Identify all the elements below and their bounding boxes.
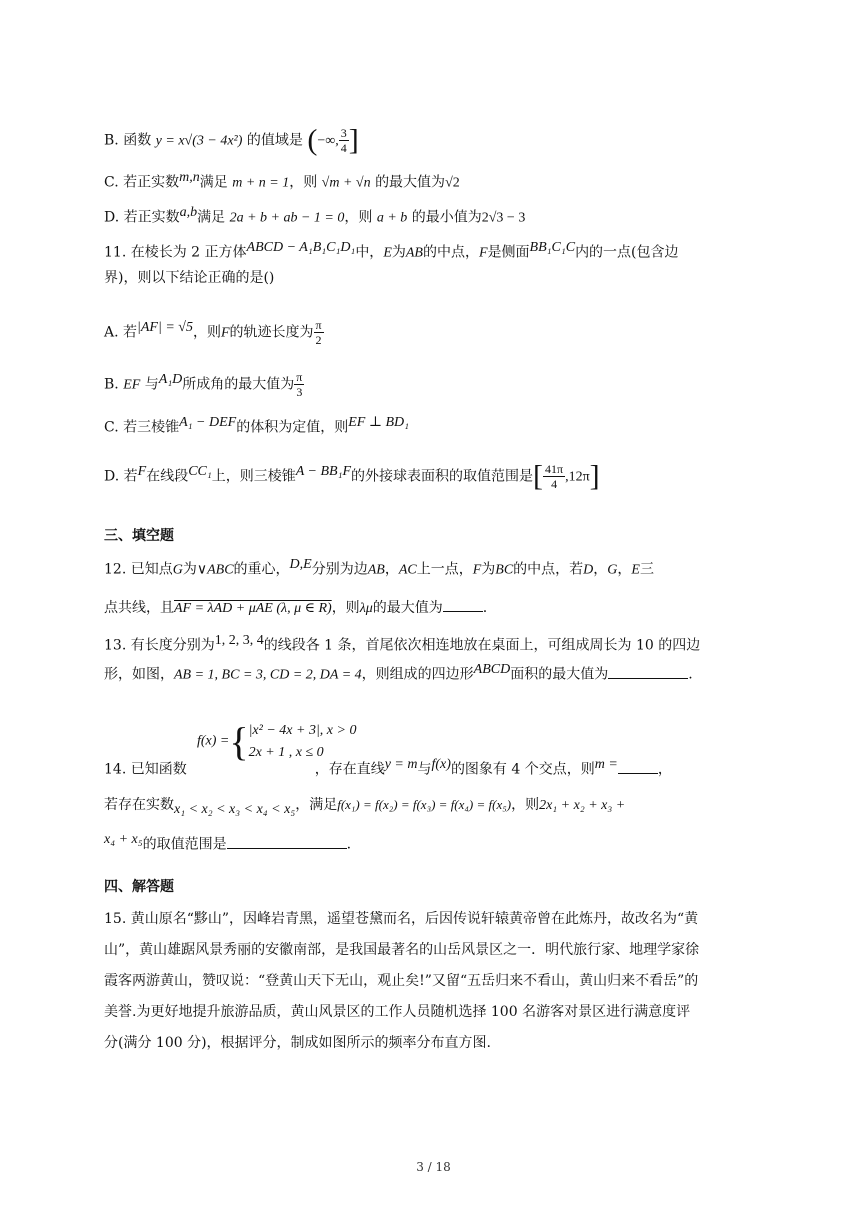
- q11-edge-ab: AB: [405, 245, 423, 261]
- q12-edge-ab: AB: [367, 562, 385, 578]
- q15-line1: 15. 黄山原名“黟山”，因峰岩青黑，遥望苍黛而名，后因传说轩辕黄帝曾在此炼丹，故改名为“黄: [104, 911, 699, 927]
- q10-option-c: [104, 168, 460, 194]
- q13-l2-text-b: ，则组成的四边形: [361, 666, 474, 683]
- q14-sum-part1: 2x₁ + x₂ + x₃ +: [539, 798, 626, 813]
- q14-l2-text-b: ，满足: [295, 797, 338, 813]
- q11-text-d: 的中点，: [422, 244, 479, 261]
- q15-line5: 分(满分 100 分)，根据评分，制成如图所示的频率分布直方图.: [104, 1035, 491, 1051]
- q10-c-value: √2: [445, 175, 460, 191]
- q13-lengths: 1, 2, 3, 4: [214, 633, 264, 648]
- q11-stem-line2: [104, 268, 274, 288]
- q15-line4: 美誉.为更好地提升旅游品质，黄山风景区的工作人员随机选择 100 名游客对景区进行满意度评: [104, 1004, 691, 1020]
- q11-text-c: 为: [391, 244, 406, 261]
- q14-text-c: 与: [417, 761, 432, 778]
- q10-b-label: B. 函数: [104, 132, 152, 149]
- q14-text-b: ，存在直线: [314, 761, 385, 778]
- q14-line3: [104, 830, 351, 855]
- q11-a-fraction: [314, 318, 324, 347]
- q10-d-text1: 满足: [197, 209, 226, 226]
- q10-c-label: C. 若正实数: [104, 174, 180, 191]
- q14-line-eq: y = m: [384, 757, 418, 772]
- q14-piece-2: 2x + 1 , x ≤ 0: [248, 744, 324, 760]
- q11-b-label: B.: [104, 376, 119, 393]
- q12-point-f: F: [472, 562, 482, 578]
- q11-a-numerator: π: [315, 318, 322, 333]
- q12-text-a: 12. 已知点: [104, 561, 173, 578]
- q11-b-numerator: π: [296, 370, 303, 385]
- q10-b-bracket-right: ]: [348, 123, 359, 157]
- q11-a-label: A. 若: [104, 324, 138, 341]
- q10-c-condition: m + n = 1: [232, 175, 290, 191]
- q11-a-text1: ，则: [192, 324, 221, 341]
- q10-d-expression: a + b: [376, 210, 408, 226]
- q14-m-answer-blank[interactable]: [618, 759, 658, 774]
- q12-l2-text-b: ，则: [331, 600, 360, 616]
- q11-b-text2: 所成角的最大值为: [182, 376, 295, 393]
- q15-line2: 山”，黄山雄踞风景秀丽的安徽南部，是我国最著名的山岳风景区之一．明代旅行家、地理学家徐: [104, 942, 700, 958]
- q11-text-a: 11. 在棱长为 2 正方体: [104, 244, 247, 261]
- q13-l2-end: .: [688, 666, 693, 683]
- q14-line1: [104, 755, 672, 780]
- q11-d-tetrahedron: A − BB₁F: [295, 464, 352, 479]
- q10-d-value: 2√3 − 3: [481, 210, 526, 226]
- q10-b-text: 的值域是: [246, 132, 303, 149]
- section-4-heading: 四、解答题: [104, 879, 174, 895]
- q12-text-e: ，: [384, 561, 399, 578]
- q11-option-d: [104, 459, 600, 493]
- q12-point-g2: G: [607, 562, 618, 578]
- q14-l2-text-a: 若存在实数: [104, 797, 174, 813]
- q13-l2-text-c: 面积的最大值为: [510, 666, 609, 683]
- q11-text-b: 中，: [355, 244, 384, 261]
- q12-text-b: 为: [182, 561, 197, 578]
- q11-point-e: E: [383, 245, 392, 261]
- q10-option-b: [104, 123, 359, 157]
- q14-piece-1: |x² − 4x + 3|, x > 0: [248, 722, 357, 738]
- q12-point-g: G: [172, 562, 183, 578]
- q14-text-d: 的图象有 4 个交点，则: [450, 761, 595, 778]
- q12-text-j: ，: [617, 561, 632, 578]
- section-3-heading: 三、填空题: [104, 528, 174, 544]
- q12-text-h: 的中点，若: [513, 561, 584, 578]
- q12-l2-end: .: [482, 600, 488, 616]
- q11-d-text2: 上，则三棱锥: [211, 468, 296, 485]
- q14-m-eq: m =: [594, 757, 618, 772]
- q11-d-segment: CC₁: [188, 464, 212, 479]
- q11-d-bracket-left: [: [533, 459, 544, 493]
- q14-line2: [104, 795, 625, 820]
- q11-stem2-text: 界)，则以下结论正确的是(): [104, 270, 275, 286]
- q10-d-text3: 的最小值为: [411, 209, 482, 226]
- q11-option-a: [104, 318, 324, 347]
- q10-c-text3: 的最大值为: [375, 174, 446, 191]
- q11-d-bracket-right: ]: [589, 459, 600, 493]
- q11-b-fraction: [294, 370, 304, 399]
- q11-c-label: C. 若三棱锥: [104, 419, 180, 436]
- q11-text-f: 内的一点(包含边: [575, 244, 679, 261]
- q11-a-condition: |AF| = √5: [137, 320, 193, 335]
- q12-text-i: ，: [593, 561, 608, 578]
- q12-answer-blank[interactable]: [443, 597, 483, 612]
- q12-text-f: 上一点，: [416, 561, 473, 578]
- q11-point-f: F: [478, 245, 488, 261]
- q11-c-conclusion: EF ⊥ BD₁: [348, 415, 410, 430]
- q10-c-expression: √m + √n: [321, 175, 371, 191]
- q11-face: BB₁C₁C: [529, 240, 576, 255]
- q11-a-text2: 的轨迹长度为: [229, 324, 314, 341]
- q12-line2: [104, 597, 487, 619]
- q11-b-text1: 与: [144, 376, 159, 393]
- q11-d-text1: 在线段: [146, 468, 189, 485]
- q14-sum-part2: x₄ + x₅: [104, 832, 143, 847]
- q14-l2-text-c: ，则: [511, 797, 540, 813]
- q14-l3-text-a: 的取值范围是: [142, 836, 227, 853]
- q10-d-label: D. 若正实数: [104, 209, 180, 226]
- q10-b-range-left: −∞,: [317, 133, 339, 149]
- page-number: 3 / 18: [416, 1160, 451, 1174]
- q12-points-de: D,E: [289, 557, 312, 572]
- q12-l2-text-a: 点共线，且: [104, 600, 174, 616]
- q12-edge-bc: BC: [495, 562, 514, 578]
- q12-text-g: 为: [481, 561, 496, 578]
- q14-fx: f(x): [431, 757, 451, 772]
- q14-equal-values: f(x₁) = f(x₂) = f(x₃) = f(x₄) = f(x₅): [337, 797, 512, 812]
- q10-b-bracket-left: (: [307, 123, 318, 157]
- q13-side-lengths: AB = 1, BC = 3, CD = 2, DA = 4: [174, 667, 362, 683]
- q12-vector-equation: AF = λAD + μAE (λ, μ ∈ R): [174, 601, 332, 616]
- q12-edge-ac: AC: [398, 562, 417, 578]
- q11-c-tetrahedron: A₁ − DEF: [179, 415, 237, 430]
- q11-option-b: [104, 370, 304, 399]
- q10-c-text1: 满足: [199, 174, 228, 191]
- q11-c-text: 的体积为定值，则: [236, 419, 349, 436]
- q11-b-denominator: 3: [296, 385, 303, 400]
- q11-a-point-f: F: [220, 325, 230, 341]
- q10-c-text2: ，则: [289, 174, 318, 191]
- q10-b-denominator: 4: [340, 141, 347, 155]
- q12-line1: [104, 555, 654, 581]
- q11-stem-line1: [104, 238, 679, 264]
- q13-text-a: 13. 有长度分别为: [104, 637, 215, 654]
- q11-d-label: D. 若: [104, 468, 138, 485]
- q10-option-d: [104, 203, 525, 229]
- q13-line2: [104, 660, 693, 686]
- q11-b-ef: EF: [123, 377, 141, 393]
- q10-b-numerator: 3: [340, 126, 347, 140]
- q12-lambda-mu: λμ: [359, 601, 373, 616]
- q12-l2-text-c: 的最大值为: [372, 600, 443, 616]
- q11-d-text3: 的外接球表面积的取值范围是: [351, 468, 534, 485]
- q12-text-c: 的重心，: [233, 561, 290, 578]
- q11-b-a1d: A₁D: [158, 372, 183, 387]
- q11-option-c: [104, 413, 409, 438]
- q11-d-point-f: F: [137, 464, 147, 479]
- q11-d-right: ,12π: [565, 469, 590, 485]
- q12-triangle: ∨ABC: [196, 562, 234, 578]
- q10-c-vars: m,n: [179, 170, 200, 185]
- q11-a-denominator: 2: [315, 333, 322, 348]
- q12-point-e: E: [631, 562, 640, 578]
- q12-text-d: 分别为边: [311, 561, 368, 578]
- q10-d-vars: a,b: [179, 205, 198, 220]
- q13-text-b: 的线段各 1 条，首尾依次相连地放在桌面上，可组成周长为 10 的四边: [263, 637, 701, 654]
- q14-l3-end: .: [346, 836, 352, 853]
- q13-l2-text-a: 形，如图，: [104, 666, 174, 683]
- q10-b-function: y = x√(3 − 4x²): [155, 133, 243, 149]
- q14-text-end: ，: [657, 761, 672, 778]
- q12-point-d: D: [583, 562, 594, 578]
- q10-b-fraction: [339, 126, 349, 155]
- q11-cube: ABCD − A₁B₁C₁D₁: [246, 240, 356, 255]
- q13-quadrilateral: ABCD: [473, 662, 511, 677]
- q11-d-denominator: 4: [551, 477, 558, 492]
- q11-text-e: 是侧面: [487, 244, 530, 261]
- q10-d-condition: 2a + b + ab − 1 = 0: [229, 210, 345, 226]
- q14-brace: {: [229, 719, 249, 764]
- q11-d-fraction: [543, 462, 565, 491]
- q15-line3: 霞客两游黄山，赞叹说：“登黄山天下无山，观止矣!”又留“五岳归来不看山，黄山归来不看岳”的: [104, 973, 699, 989]
- q13-answer-blank[interactable]: [608, 664, 688, 679]
- q13-line1: [104, 631, 700, 656]
- q11-d-numerator: 41π: [545, 462, 564, 477]
- q14-fx-label: f(x) =: [197, 733, 230, 749]
- q10-d-text2: ，则: [344, 209, 373, 226]
- q14-text-a: 14. 已知函数: [104, 761, 187, 778]
- q14-ordering: x₁ < x₂ < x₃ < x₄ < x₅: [174, 801, 296, 817]
- q12-text-k: 三: [639, 561, 654, 578]
- q14-range-answer-blank[interactable]: [227, 834, 347, 849]
